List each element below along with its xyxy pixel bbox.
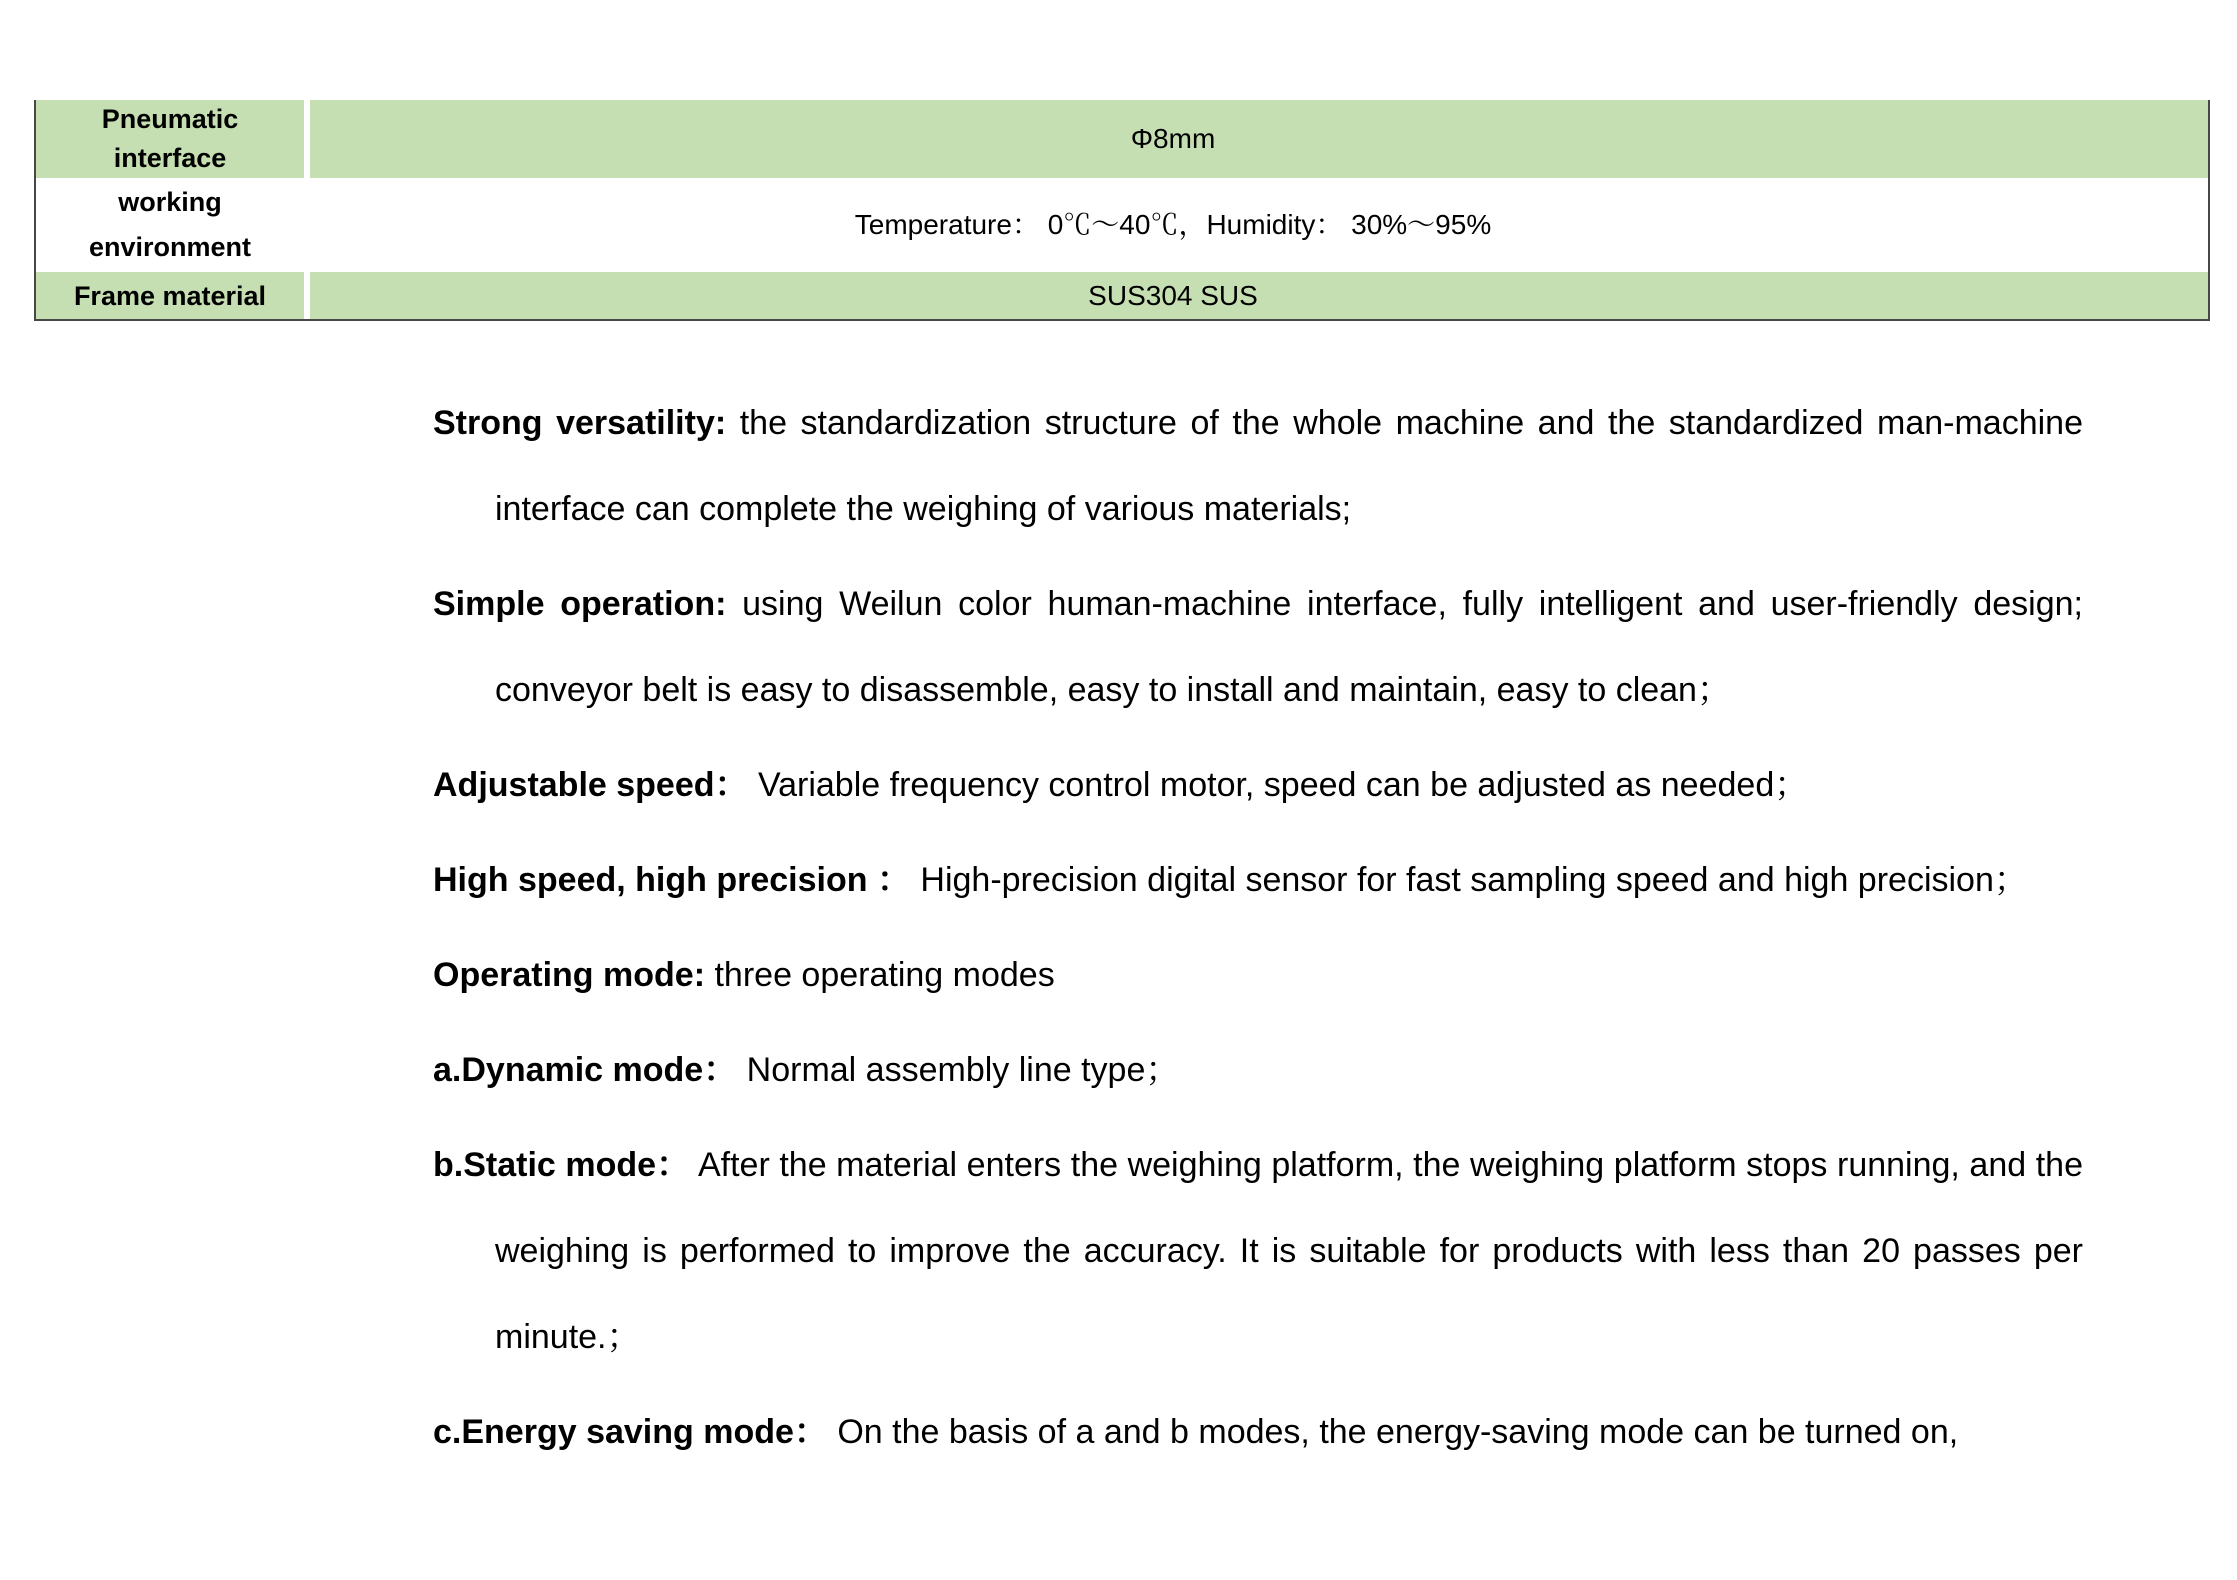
paragraph-body: three operating modes bbox=[705, 956, 1055, 994]
paragraph-lead: Simple operation: bbox=[433, 585, 727, 623]
paragraph-energy-saving-mode bbox=[433, 1389, 2083, 1475]
paragraph-lead: b.Static mode： bbox=[433, 1146, 691, 1184]
row-value: Temperature： 0℃～40℃，Humidity： 30%～95% bbox=[854, 209, 1492, 240]
paragraph-dynamic-mode bbox=[433, 1027, 2083, 1113]
paragraph-body: After the material enters the weighing platform, the weighing platform stops running, and the weighing is performed to improve the accuracy. It is suitable for products with less than 20 passes per minute.； bbox=[495, 1146, 2083, 1356]
table-row bbox=[36, 100, 2208, 178]
row-label: Pneumatic interface bbox=[101, 104, 239, 173]
paragraph-lead: c.Energy saving mode： bbox=[433, 1413, 828, 1451]
row-label: working environment bbox=[88, 187, 252, 262]
paragraph-lead: a.Dynamic mode： bbox=[433, 1051, 738, 1089]
paragraph-body: Normal assembly line type； bbox=[737, 1051, 1180, 1089]
paragraph-body: High-precision digital sensor for fast sampling speed and high precision； bbox=[910, 861, 2028, 899]
paragraph-high-speed-precision bbox=[433, 837, 2083, 923]
paragraph-strong-versatility bbox=[433, 380, 2083, 552]
row-value: Φ8mm bbox=[1130, 123, 1216, 154]
paragraph-lead: High speed, high precision ： bbox=[433, 861, 911, 899]
paragraph-body: On the basis of a and b modes, the energy-saving mode can be turned on, bbox=[827, 1413, 1959, 1451]
paragraph-body: the standardization structure of the whole machine and the standardized man-machine interface can complete the weighing of various materials; bbox=[495, 404, 2083, 528]
paragraph-body: using Weilun color human-machine interface, fully intelligent and user-friendly design; conveyor belt is easy to disassemble, easy to install and maintain, easy to clean； bbox=[495, 585, 2083, 709]
table-row bbox=[36, 272, 2208, 319]
paragraph-lead: Adjustable speed： bbox=[433, 766, 749, 804]
table-row bbox=[36, 178, 2208, 272]
row-value: SUS304 SUS bbox=[1088, 279, 1258, 311]
feature-description bbox=[433, 380, 2083, 1484]
row-label: Frame material bbox=[73, 280, 267, 311]
paragraph-body: Variable frequency control motor, speed can be adjusted as needed； bbox=[748, 766, 1809, 804]
spec-table bbox=[34, 100, 2210, 321]
paragraph-static-mode bbox=[433, 1122, 2083, 1380]
paragraph-lead: Operating mode: bbox=[433, 956, 706, 994]
paragraph-lead: Strong versatility: bbox=[433, 404, 727, 442]
paragraph-simple-operation bbox=[433, 561, 2083, 733]
paragraph-adjustable-speed bbox=[433, 742, 2083, 828]
paragraph-operating-mode bbox=[433, 932, 2083, 1018]
